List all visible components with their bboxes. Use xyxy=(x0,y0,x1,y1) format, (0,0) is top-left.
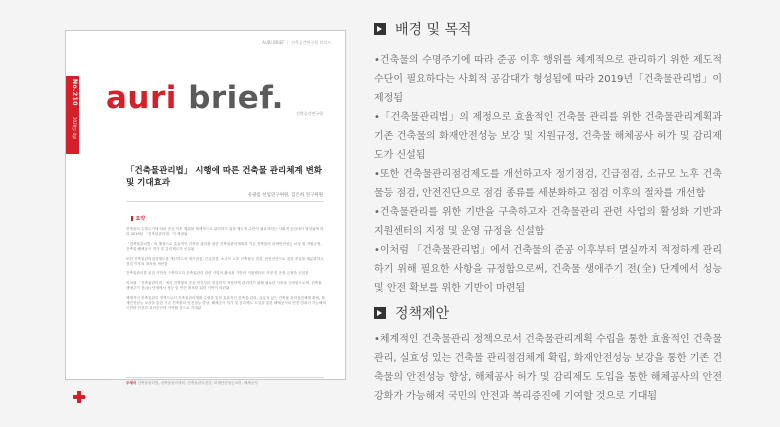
paragraph: •체계적인 건축물관리 정책으로서 건축물관리계획 수립을 통한 효율적인 건축물 관리, 실효성 있는 건축물 관리점검체계 확립, 화재안전성능 보강을 통한 기존 건축물의 안전성능 향상, 해체공사 허가 및 감리제도 도입을 통한 해체공사의 안전 강화가 가능해져 국민의 안전과 복리증진에 기여할 것으로 기대됨 xyxy=(374,334,722,402)
policy-proposal-text xyxy=(374,330,722,406)
heading-text: 정책제안 xyxy=(395,306,450,322)
cover-title: 「건축물관리법」 시행에 따른 건축물 관리체계 변화 및 기대효과 xyxy=(126,166,323,188)
cover-summary-heading xyxy=(131,215,145,222)
keywords-text: 건축물관리법, 건축물관리계획, 건축물관리점검, 화재안전성능보강, 해체공사 xyxy=(137,381,258,385)
summary-item: 건축물관리를 위한 기반을 구축하고자 건축물관리 관련 사업의 활성화 기반과 지원센터의 지정 및 운영 규정을 신설함 xyxy=(126,271,309,276)
cover-footer-divider xyxy=(126,377,324,378)
cover-summary-list xyxy=(126,227,326,316)
summary-item: 「건축물관리법」의 제정으로 효율적인 건축물 관리를 위한 건축물관리계획과 기존 건축물의 화재안전성능 보강 및 지원규정, 건축물 해체공사 허가 및 감리제도가 신설됨 xyxy=(126,241,322,252)
paragraph: •건축물의 수명주기에 따라 준공 이후 행위를 체계적으로 관리하기 위한 제도적 수단이 필요하다는 사회적 공감대가 형성됨에 따라 2019년「건축물관리법」이 제정됨 •「건축물관리법」의 제정으로 효율적인 건축물 관리를 위한 건축물관리계획과 기존 건축물의 화재안전성능 보강 및 지원규정, 건축물 해체공사 허가 및 감리제도가 신설됨 •또한 건축물관리점검제도를 개선하고자 정기점검, 긴급점검, 소규모 노후 건축물등 점검, 안전진단으로 점검 종류를 세분화하고 점검 이후의 절차를 개선함 •건축물관리를 위한 기반을 구축하고자 건축물관리 관련 사업의 활성화 기반과 지원센터의 지정 및 운영 규정을 신설함 •이처럼 「건축물관리법」에서 건축물의 준공 이후부터 멸실까지 적정하게 관리하기 위해 필요한 사항을 규정함으로써, 건축물 생애주기 전(全) 단계에서 성능 및 안전 확보를 위한 기반이 마련됨 xyxy=(374,55,722,294)
section-heading-policy xyxy=(374,303,449,323)
logo-subtitle: 건축공간연구원 xyxy=(296,111,324,116)
logo-auri: auri xyxy=(106,80,189,116)
report-cover-image xyxy=(65,30,346,385)
cover-issue-date: 2020년 4월 xyxy=(72,117,77,139)
cover-issue-number: No.210 xyxy=(71,79,78,106)
red-cross-icon xyxy=(73,391,85,403)
cover-authors: 유광흠 선임연구위원, 김은희 연구위원 xyxy=(247,193,323,198)
arrow-square-icon xyxy=(374,23,386,35)
cover-top-text: AURI BRIEF ｜ 건축공간연구원 브리프 xyxy=(262,40,331,45)
section-heading-background xyxy=(374,19,472,39)
cover-keywords xyxy=(126,381,258,386)
summary-item: 또한 건축물관리점검제도를 개선하고자 정기점검, 긴급점검, 소규모 노후 건축물등 점검, 안전진단으로 점검 종류를 세분화하고 점검 이후의 절차를 개선함 xyxy=(126,256,324,267)
summary-heading-text: 요약 xyxy=(135,216,146,222)
auri-brief-logo xyxy=(106,80,284,116)
summary-item: 건축물의 수명주기에 따라 준공 이후 행위를 체계적으로 관리하기 위한 제도적 수단이 필요하다는 사회적 공감대가 형성됨에 따라 2019년 「건축물관리법」이 제정됨 xyxy=(126,227,324,237)
cover-divider xyxy=(126,201,324,202)
summary-marker-icon xyxy=(131,216,133,221)
arrow-square-icon xyxy=(374,307,386,319)
keywords-label: 주제어 xyxy=(126,381,137,385)
summary-item: 이처럼 「건축물관리법」에서 건축물의 준공 이후부터 멸실까지 적정하게 관리하기 위해 필요한 사항을 규정함으로써, 건축물 생애주기 전(全) 단계에서 성능 및 안전 확보를 위한 기반이 마련됨 xyxy=(126,280,322,291)
background-purpose-text xyxy=(374,51,722,298)
logo-brief: brief. xyxy=(188,80,284,116)
heading-text: 배경 및 목적 xyxy=(395,22,472,38)
summary-item: 체계적인 건축물관리 정책으로서 건축물관리계획 수립을 통한 효율적인 건축물 관리, 실효성 있는 건축물 관리점검체계 확립, 화재안전성능 보강을 통한 기존 건축물의 안전성능 향상, 해체공사 허가 및 감리제도 도입을 통한 해체공사의 안전 강화가 가능해져 국민의 안전과 복리증진에 기여할 것으로 기대됨 xyxy=(126,295,326,311)
